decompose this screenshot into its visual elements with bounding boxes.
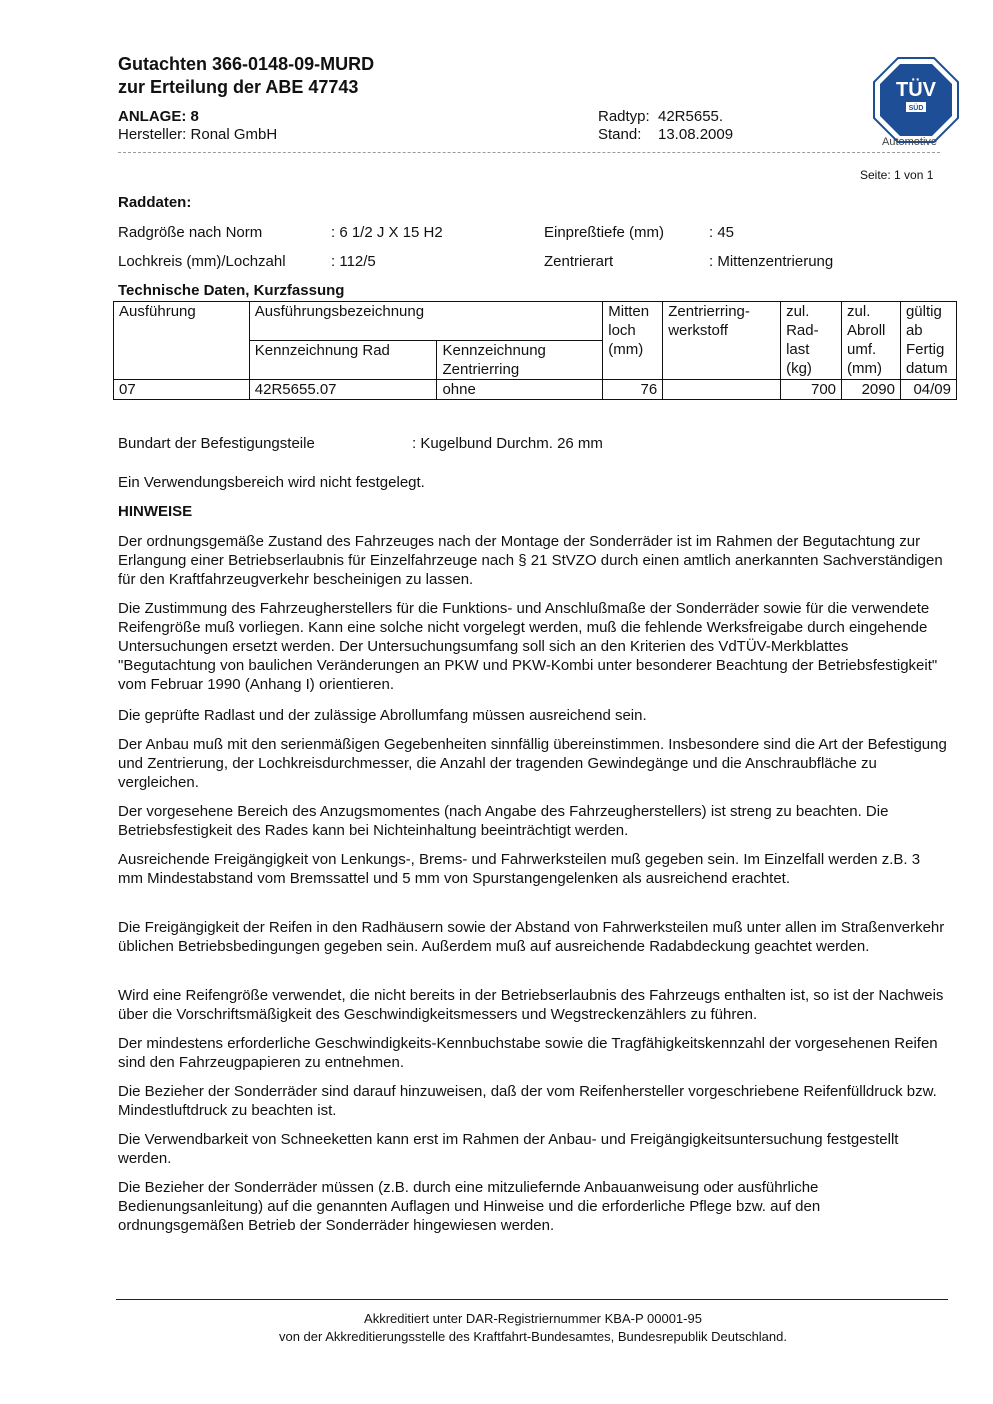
verwendung-text: Ein Verwendungsbereich wird nicht festgelegt.	[118, 474, 425, 491]
cell-werkstoff	[663, 380, 781, 400]
th-kennz-zentr: Kennzeichnung Zentrierring	[437, 341, 603, 380]
footer-line-2: von der Akkreditierungsstelle des Kraftfahrt-Bundesamtes, Bundesrepublik Deutschland.	[278, 1329, 787, 1344]
hersteller-label: Hersteller: Ronal GmbH	[118, 126, 278, 143]
raddaten-heading: Raddaten:	[118, 194, 192, 211]
cell-gueltig: 04/09	[900, 380, 956, 400]
table-header-row	[114, 302, 957, 341]
cell-abroll: 2090	[842, 380, 901, 400]
th-werkstoff: Zentrierring- werkstoff	[663, 302, 781, 380]
zentrierart-value: : Mittenzentrierung	[709, 253, 834, 270]
page-indicator: Seite: 1 von 1	[860, 168, 934, 182]
lochkreis-value: : 112/5	[331, 253, 376, 270]
th-bezeichnung: Ausführungsbezeichnung	[249, 302, 602, 341]
table-row	[114, 380, 957, 400]
anlage-label: ANLAGE: 8	[118, 108, 199, 125]
hinweis-paragraph: Die Zustimmung des Fahrzeugherstellers für die Funktions- und Anschlußmaße der Sonderräder sowie für die verwendete Reifengröße muß vorliegen. Kann eine solche nicht vorgelegt werden, muß die fehlende Werksfreigabe durch eingehende Untersuchungen ersetzt werden. Der Untersuchungsumfang soll sich an den Kriterien des VdTÜV-Merkblattes "Begutachtung von baulichen Veränderungen an PKW und PKW-Kombi unter besonderer Beachtung der Betriebsfestigkeit" vom Februar 1990 (Anhang I) orientieren.	[118, 600, 938, 693]
hinweis-paragraph: Der Anbau muß mit den serienmäßigen Gegebenheiten sinnfällig übereinstimmen. Insbesondere sind die Art der Befestigung und Zentrierung, der Lochkreisdurchmesser, die Anzahl der tragenden Gewindegänge und die Anschraubfläche zu vergleichen.	[118, 736, 947, 791]
bundart-label: Bundart der Befestigungsteile	[118, 435, 315, 452]
document-subtitle: zur Erteilung der ABE 47743	[118, 77, 359, 97]
einpress-value: : 45	[709, 224, 735, 241]
tech-data-table	[113, 301, 957, 400]
stand-label: Stand:	[598, 126, 642, 143]
tech-heading: Technische Daten, Kurzfassung	[118, 282, 345, 299]
radtyp-value: 42R5655.	[658, 108, 724, 125]
cell-radlast: 700	[781, 380, 842, 400]
einpress-label: Einpreßtiefe (mm)	[544, 224, 665, 241]
th-mittenloch: Mitten loch (mm)	[603, 302, 663, 380]
hinweis-paragraph: Die Bezieher der Sonderräder müssen (z.B. durch eine mitzuliefernde Anbauanweisung oder ausführliche Bedienungsanleitung) auf die genannten Auflagen und Hinweise und die erforderliche Pflege bzw. auf den ordnungsgemäßen Betrieb der Sonderräder hingewiesen werden.	[118, 1179, 821, 1234]
logo-caption: Automotive	[882, 136, 938, 148]
th-radlast: zul. Rad- last (kg)	[781, 302, 842, 380]
bundart-value: : Kugelbund Durchm. 26 mm	[412, 435, 603, 452]
stand-value: 13.08.2009	[658, 126, 734, 143]
hinweis-paragraph: Die Freigängigkeit der Reifen in den Radhäusern sowie der Abstand von Fahrwerksteilen muß unter allen im Straßenverkehr üblichen Betriebsbedingungen gegeben sein. Außerdem muß auf ausreichende Radabdeckung geachtet werden.	[118, 919, 945, 955]
th-gueltig: gültig ab Fertig datum	[900, 302, 956, 380]
hinweis-paragraph: Ausreichende Freigängigkeit von Lenkungs-, Brems- und Fahrwerksteilen muß gegeben sein. Im Einzelfall werden z.B. 3 mm Mindestabstand vom Bremssattel und 5 mm von Spurstangengelenken als ausreichend erachtet.	[118, 851, 921, 887]
hinweis-paragraph: Der mindestens erforderliche Geschwindigkeits-Kennbuchstabe sowie die Tragfähigkeitskennzahl der vorgesehenen Reifen sind den Fahrzeugpapieren zu entnehmen.	[118, 1035, 938, 1071]
cell-ausfuehrung: 07	[114, 380, 250, 400]
logo-sub: SÜD	[908, 105, 924, 112]
th-ausfuehrung: Ausführung	[114, 302, 250, 380]
radgroesse-label: Radgröße nach Norm	[118, 224, 263, 241]
cell-kennz-rad: 42R5655.07	[249, 380, 437, 400]
hinweis-paragraph: Wird eine Reifengröße verwendet, die nicht bereits in der Betriebserlaubnis des Fahrzeugs enthalten ist, so ist der Nachweis über die Vorschriftsmäßigkeit des Geschwindigkeitsmessers und Wegstreckenzählers zu führen.	[118, 987, 944, 1023]
hinweis-paragraph: Der ordnungsgemäße Zustand des Fahrzeuges nach der Montage der Sonderräder ist im Rahmen der Begutachtung zur Erlangung einer Betriebserlaubnis für Einzelfahrzeuge nach § 21 StVZO durch einen amtlich anerkannten Sachverständigen für den Kraftfahrzeugverkehr bescheinigen zu lassen.	[118, 533, 943, 588]
logo-text: TÜV	[896, 79, 936, 101]
document-title: Gutachten 366-0148-09-MURD	[118, 54, 375, 74]
th-kennz-rad: Kennzeichnung Rad	[249, 341, 437, 380]
header-divider	[118, 152, 940, 153]
hinweis-paragraph: Der vorgesehene Bereich des Anzugsmomentes (nach Angabe des Fahrzeugherstellers) ist streng zu beachten. Die Betriebsfestigkeit des Rades kann bei Nichteinhaltung beeinträchtigt werden.	[118, 803, 889, 839]
footer-divider	[116, 1299, 948, 1300]
footer-line-1: Akkreditiert unter DAR-Registriernummer KBA-P 00001-95	[364, 1311, 702, 1326]
zentrierart-label: Zentrierart	[544, 253, 614, 270]
hinweis-paragraph: Die geprüfte Radlast und der zulässige Abrollumfang müssen ausreichend sein.	[118, 707, 647, 724]
radgroesse-value: : 6 1/2 J X 15 H2	[331, 224, 443, 241]
radtyp-label: Radtyp:	[598, 108, 650, 125]
cell-kennz-zentr: ohne	[437, 380, 603, 400]
lochkreis-label: Lochkreis (mm)/Lochzahl	[118, 253, 286, 270]
hinweis-paragraph: Die Verwendbarkeit von Schneeketten kann erst im Rahmen der Anbau- und Freigängigkeitsuntersuchung festgestellt werden.	[118, 1131, 899, 1167]
cell-mittenloch: 76	[603, 380, 663, 400]
th-abroll: zul. Abroll umf. (mm)	[842, 302, 901, 380]
hinweis-paragraph: Die Bezieher der Sonderräder sind darauf hinzuweisen, daß der vom Reifenhersteller vorgeschriebene Reifenfülldruck bzw. Mindestluftdruck zu beachten ist.	[118, 1083, 937, 1119]
hinweise-heading: HINWEISE	[118, 503, 193, 520]
